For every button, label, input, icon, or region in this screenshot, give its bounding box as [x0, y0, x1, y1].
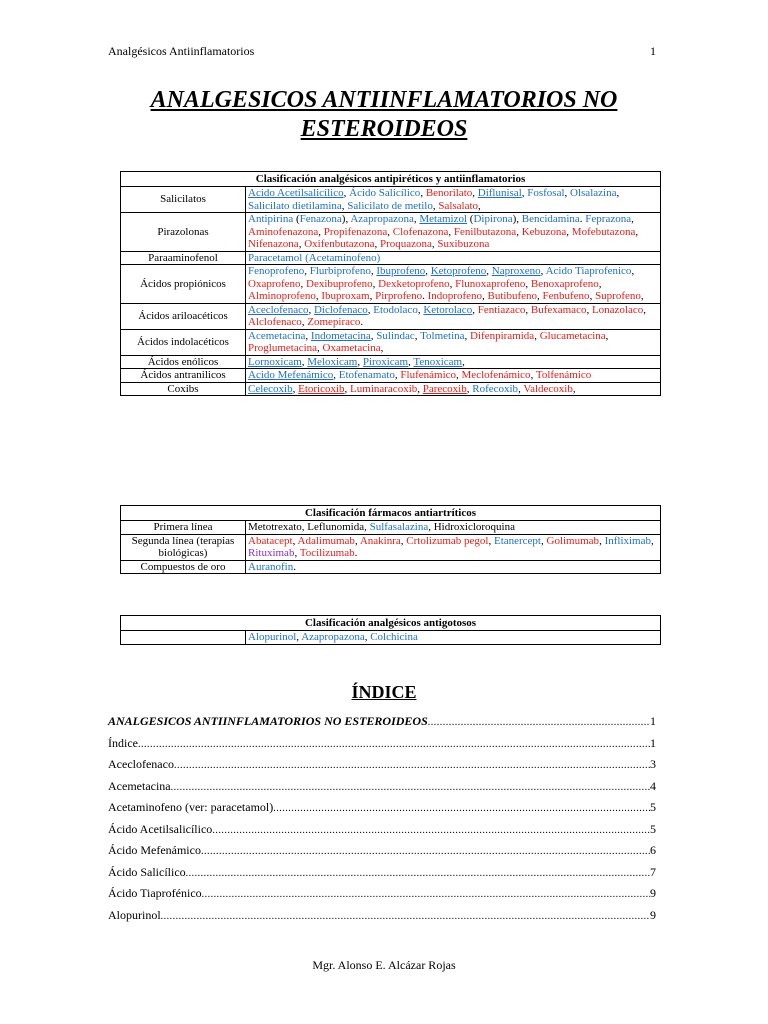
table-row [121, 369, 661, 383]
separator-text: , [333, 369, 339, 381]
drug-name: Dexibuprofeno [306, 277, 373, 290]
drug-name: Antipirina [248, 213, 294, 225]
toc-entry-label: Ácido Mefenámico [108, 843, 201, 857]
separator-text: . [293, 560, 296, 573]
separator-text: , [482, 290, 488, 302]
drug-name[interactable]: Tenoxicam [413, 355, 463, 368]
toc-entry[interactable] [108, 908, 656, 930]
toc-page-number: 5 [650, 821, 656, 836]
drug-name: Fentiazaco [477, 303, 526, 316]
drug-name: Paracetamol (Acetaminofeno) [248, 251, 381, 264]
drug-name: Ácido Salicílico [349, 187, 421, 199]
drug-name[interactable]: Naproxeno [491, 265, 541, 277]
drug-name: Aminofenazona [248, 225, 319, 238]
drug-name: Fenilbutazona [453, 225, 517, 238]
table-row [121, 382, 661, 396]
separator-text: ( [467, 213, 474, 225]
drug-name: Salicilato dietilamina [248, 199, 342, 212]
toc-entry[interactable] [108, 714, 656, 736]
drug-name: Tolfenámico [535, 369, 592, 381]
antigout-classification-table [120, 615, 661, 645]
drug-name[interactable]: Diflunisal [477, 187, 522, 199]
drug-name[interactable]: Ketoprofeno [430, 265, 487, 277]
table-row [121, 521, 661, 535]
toc-dot-leader [273, 803, 650, 814]
toc-entry-label: Acemetacina [108, 778, 171, 793]
table-row [121, 329, 661, 355]
separator-text: , [616, 187, 620, 199]
separator-text: , [640, 290, 644, 302]
drug-name: Benorilato [425, 187, 473, 199]
separator-text: , [651, 534, 654, 547]
separator-text: , [643, 303, 647, 316]
separator-text: , [380, 342, 384, 354]
separator-text: , [631, 213, 634, 225]
drug-name[interactable]: Metamizol [419, 213, 468, 225]
category-cell: Ácidos propiónicos [121, 265, 246, 304]
drug-name[interactable]: Acido Mefenámico [248, 369, 334, 381]
drug-name: Tocilizumab [299, 547, 355, 559]
separator-text: , [420, 187, 426, 199]
separator-text: , [364, 631, 371, 643]
drugs-cell [246, 265, 661, 304]
drug-name[interactable]: Meloxicam [307, 355, 358, 368]
table-row [121, 560, 661, 574]
separator-text: , [357, 355, 363, 368]
drug-name: Suprofeno [595, 290, 641, 302]
drug-name[interactable]: Piroxicam [362, 355, 409, 368]
separator-text: , [472, 187, 478, 199]
toc-dot-leader [161, 911, 650, 922]
separator-text: . [579, 213, 586, 225]
toc-page-number: 9 [650, 886, 656, 900]
toc-page-number: 4 [650, 778, 656, 793]
drug-name: Glucametacina [539, 329, 606, 342]
drugs-cell [246, 251, 661, 265]
separator-text: , [586, 303, 592, 316]
separator-text: , [456, 369, 462, 381]
toc-dot-leader [212, 825, 650, 836]
drug-name: Difenpiramida [470, 329, 535, 342]
separator-text: , [367, 303, 374, 316]
toc-entry-label: Ácido Salicílico [108, 864, 186, 879]
separator-text: , [413, 213, 420, 225]
drugs-cell [246, 369, 661, 383]
drug-name: Proglumetacina [248, 342, 318, 354]
table-row [121, 251, 661, 265]
separator-text: . [354, 547, 358, 559]
separator-text: , [462, 355, 465, 368]
separator-text: , [521, 187, 528, 199]
drug-name: Flurbiprofeno [309, 265, 371, 277]
toc-entry-label: Ácido Tiaprofénico [108, 886, 202, 900]
table-heading: Clasificación analgésicos antigotosos [121, 616, 661, 631]
drug-name: Fosfosal [527, 187, 565, 199]
drug-name: Acido Tiaprofenico [545, 265, 632, 277]
drug-name: Butibufeno [487, 290, 538, 302]
toc-entry[interactable] [108, 736, 656, 758]
toc-entry-label: Alopurinol [108, 907, 161, 922]
toc-dot-leader [174, 760, 650, 771]
drug-name: Sulindac [376, 329, 415, 342]
drug-name: Sulfasalazina [369, 521, 429, 533]
toc-entry-label: Ácido Acetilsalicílico [108, 821, 213, 836]
toc-entry-label: Aceclofenaco [108, 757, 174, 771]
separator-text: , [432, 199, 439, 212]
drug-name: Azapropazona [350, 213, 414, 225]
table-row [121, 631, 661, 645]
separator-text: , [478, 199, 481, 212]
separator-text: , [572, 382, 576, 395]
separator-text: , [304, 265, 310, 277]
drug-name: Oxametacina [322, 342, 381, 354]
separator-text: , [530, 369, 536, 381]
category-cell: Ácidos antranilicos [121, 369, 246, 383]
drug-name: Dipirona [473, 213, 513, 225]
drugs-cell [246, 303, 661, 329]
drug-name[interactable]: Etoricoxib [298, 382, 345, 395]
table-of-contents [108, 714, 656, 929]
toc-dot-leader [171, 782, 650, 793]
drug-name: Auranofin [248, 560, 294, 573]
drug-name: Rituximab [248, 547, 295, 559]
separator-text: , [414, 329, 421, 342]
drug-name: Benoxaprofeno [530, 277, 599, 290]
separator-text: , [301, 316, 308, 328]
table-heading: Clasificación analgésicos antipiréticos y antiinflamatorios [121, 172, 661, 187]
drugs-cell [246, 560, 661, 574]
drug-name: Etofenamato [338, 369, 395, 381]
drug-name: Zomepiraco [307, 316, 361, 328]
separator-text: , [370, 265, 377, 277]
drugs-cell [246, 329, 661, 355]
separator-text: , [598, 277, 602, 290]
separator-text: ( [293, 213, 300, 225]
drug-name: Adalimumab [297, 534, 355, 547]
table-row [121, 187, 661, 213]
toc-dot-leader [186, 868, 650, 879]
separator-text: , [635, 225, 639, 238]
separator-text: , [540, 265, 546, 277]
toc-dot-leader [428, 717, 650, 728]
page-footer: Mgr. Alonso E. Alcázar Rojas [312, 958, 456, 972]
drug-name: Alclofenaco [248, 316, 302, 328]
drug-name: Crtolizumab pegol [406, 534, 489, 547]
toc-entry[interactable] [108, 757, 656, 779]
separator-text: , [370, 329, 377, 342]
drugs-cell [246, 534, 661, 560]
drug-name: Pirprofeno [375, 290, 423, 302]
separator-text: , [308, 303, 314, 316]
drug-name: Ibuproxam [321, 290, 370, 302]
drug-name: Etodolaco [373, 303, 418, 316]
separator-text: , [472, 303, 478, 316]
separator-text: , [400, 534, 407, 547]
separator-text: , [298, 238, 305, 250]
drug-name: Valdecoxib [523, 382, 573, 395]
page-header [108, 44, 656, 59]
separator-text: , [296, 631, 302, 643]
separator-text: , [464, 329, 471, 342]
toc-page-number: 1 [650, 714, 656, 728]
separator-text: , [341, 199, 348, 212]
category-cell: Segunda línea (terapias biológicas) [121, 534, 246, 560]
toc-entry[interactable] [108, 865, 656, 887]
header-title: Analgésicos Antiinflamatorios [108, 44, 255, 58]
separator-text: , [631, 265, 635, 277]
drug-name[interactable]: Ketorolaco [423, 303, 473, 316]
separator-text: Metotrexato, Leflunomida, [248, 521, 370, 533]
separator-text: , [317, 342, 323, 354]
drug-name: Colchicina [370, 631, 418, 643]
toc-page-number: 3 [650, 757, 656, 771]
toc-entry-label: ANALGESICOS ANTIINFLAMATORIOS NO ESTEROIDEOS [108, 714, 428, 728]
drug-name: Golimumab [546, 534, 600, 547]
drug-name: Flunoxaprofeno [455, 277, 526, 290]
separator-text: , [525, 277, 531, 290]
category-cell: Primera línea [121, 521, 246, 535]
separator-text: , [599, 534, 605, 547]
drug-name: Proquazona [379, 238, 432, 250]
separator-text: , [369, 290, 376, 302]
drugs-cell [246, 355, 661, 369]
drug-name: Indoprofeno [427, 290, 483, 302]
toc-dot-leader [201, 846, 650, 857]
toc-entry[interactable] [108, 822, 656, 844]
separator-text: , [417, 382, 423, 395]
table-row [121, 355, 661, 369]
category-cell: Salicilatos [121, 187, 246, 213]
drug-name: Meclofenámico [461, 369, 531, 381]
toc-entry-label: Acetaminofeno (ver: paracetamol) [108, 800, 274, 814]
separator-text: , [605, 329, 609, 342]
drug-name: Dexketoprofeno [378, 277, 450, 290]
toc-page-number: 1 [650, 735, 656, 750]
drug-name: Bencidamina [521, 213, 580, 225]
nsaid-classification-table [120, 171, 661, 396]
separator-text: , [343, 187, 350, 199]
separator-text: , [301, 355, 308, 368]
drug-name: Olsalazina [570, 187, 617, 199]
separator-text: , [518, 382, 524, 395]
drug-name[interactable]: Celecoxib [248, 382, 293, 395]
category-cell [121, 631, 246, 645]
drug-name: Infliximab [604, 534, 651, 547]
drug-name[interactable]: Ibuprofeno [376, 265, 426, 277]
toc-dot-leader [202, 889, 650, 900]
category-cell: Pirazolonas [121, 213, 246, 252]
separator-text: ), [512, 213, 522, 225]
page-number: 1 [650, 44, 656, 58]
table-row [121, 534, 661, 560]
drug-name[interactable]: Parecoxib [422, 382, 467, 395]
category-cell: Coxibs [121, 382, 246, 396]
drug-name: Acemetacina [248, 329, 306, 342]
separator-text: , [354, 534, 360, 547]
drug-name: Feprazona [585, 213, 632, 225]
drugs-cell [246, 382, 661, 396]
separator-text: , [537, 290, 543, 302]
separator-text: , [448, 225, 454, 238]
separator-text: , [417, 303, 424, 316]
category-cell: Ácidos indolacéticos [121, 329, 246, 355]
toc-entry[interactable] [108, 886, 656, 908]
separator-text: , [408, 355, 414, 368]
drug-name: Abatacept [248, 534, 293, 547]
drugs-cell [246, 521, 661, 535]
drug-name: Luminaracoxib [350, 382, 418, 395]
separator-text: ), [341, 213, 351, 225]
toc-page-number: 7 [650, 864, 656, 879]
drug-name[interactable]: Lornoxicam [248, 355, 302, 368]
separator-text: , [541, 534, 547, 547]
drug-name[interactable]: Diclofenaco [313, 303, 368, 316]
table-row [121, 265, 661, 304]
toc-entry[interactable] [108, 843, 656, 865]
drug-name: Salicilato de metilo [347, 199, 433, 212]
separator-text: , [589, 290, 596, 302]
toc-entry-label: Índice [108, 735, 138, 750]
drug-name[interactable]: Indometacina [310, 329, 371, 342]
toc-entry[interactable] [108, 800, 656, 822]
toc-page-number: 5 [650, 800, 656, 814]
separator-text: , [431, 238, 438, 250]
separator-text: , [300, 277, 307, 290]
separator-text: , [425, 265, 431, 277]
drug-name: Oxifenbutazona [304, 238, 375, 250]
drug-name[interactable]: Acido Acetilsalicílico [248, 187, 344, 199]
separator-text: , [566, 225, 572, 238]
drug-name: Suxibuzona [437, 238, 490, 250]
separator-text: , [372, 277, 379, 290]
separator-text: , [344, 382, 351, 395]
drug-name: Etanercept [493, 534, 541, 547]
drugs-cell [246, 631, 661, 645]
separator-text: , [374, 238, 380, 250]
drug-name[interactable]: Aceclofenaco [248, 303, 309, 316]
separator-text: , [488, 534, 494, 547]
separator-text: , [387, 225, 393, 238]
drug-name: Fenazona [299, 213, 342, 225]
separator-text: , [294, 547, 300, 559]
drug-name: Fenoprofeno [248, 265, 305, 277]
table-heading: Clasificación fármacos antiartríticos [121, 506, 661, 521]
drug-name: Anakinra [359, 534, 401, 547]
toc-page-number: 9 [650, 907, 656, 922]
separator-text: , [318, 225, 324, 238]
drug-name: Kebuzona [521, 225, 567, 238]
separator-text: , [534, 329, 540, 342]
drug-name: Oxaprofeno [248, 277, 301, 290]
drug-name: Flufenámico [400, 369, 457, 381]
separator-text: . [360, 316, 364, 328]
drug-name: Nifenazona [248, 238, 299, 250]
separator-text: , [394, 369, 401, 381]
separator-text: , [564, 187, 571, 199]
separator-text: , [305, 329, 311, 342]
index-title: ÍNDICE [351, 682, 417, 702]
document-title: ANALGESICOS ANTIINFLAMATORIOS NO ESTEROIDEOS [150, 87, 618, 142]
table-row [121, 303, 661, 329]
drug-name: Salsalato [438, 199, 479, 212]
drug-name: Rofecoxib [472, 382, 519, 395]
category-cell: Paraaminofenol [121, 251, 246, 265]
category-cell: Ácidos enólicos [121, 355, 246, 369]
separator-text: , [525, 303, 531, 316]
separator-text: , [292, 382, 299, 395]
drug-name: Alopurinol [248, 631, 297, 643]
table-row [121, 213, 661, 252]
separator-text: , [486, 265, 492, 277]
separator-text: , [466, 382, 473, 395]
drug-name: Fenbufeno [542, 290, 590, 302]
drug-name: Propifenazona [323, 225, 388, 238]
separator-text: , [292, 534, 298, 547]
category-cell: Ácidos ariloacéticos [121, 303, 246, 329]
separator-text: , [516, 225, 522, 238]
drug-name: Clofenazona [392, 225, 449, 238]
separator-text: , Hidroxicloroquina [428, 521, 515, 533]
toc-dot-leader [138, 739, 650, 750]
drug-name: Alminoprofeno [248, 290, 316, 302]
drugs-cell [246, 213, 661, 252]
separator-text: , [449, 277, 456, 290]
toc-page-number: 6 [650, 843, 656, 857]
antiarthritic-classification-table [120, 505, 661, 574]
drug-name: Azapropazona [301, 631, 365, 643]
category-cell: Compuestos de oro [121, 560, 246, 574]
separator-text: , [315, 290, 322, 302]
drugs-cell [246, 187, 661, 213]
drug-name: Bufexamaco [530, 303, 587, 316]
drug-name: Lonazolaco [591, 303, 644, 316]
drug-name: Tolmetina [420, 329, 465, 342]
separator-text: . [422, 290, 428, 302]
drug-name: Mofebutazona [571, 225, 636, 238]
toc-entry[interactable] [108, 779, 656, 801]
